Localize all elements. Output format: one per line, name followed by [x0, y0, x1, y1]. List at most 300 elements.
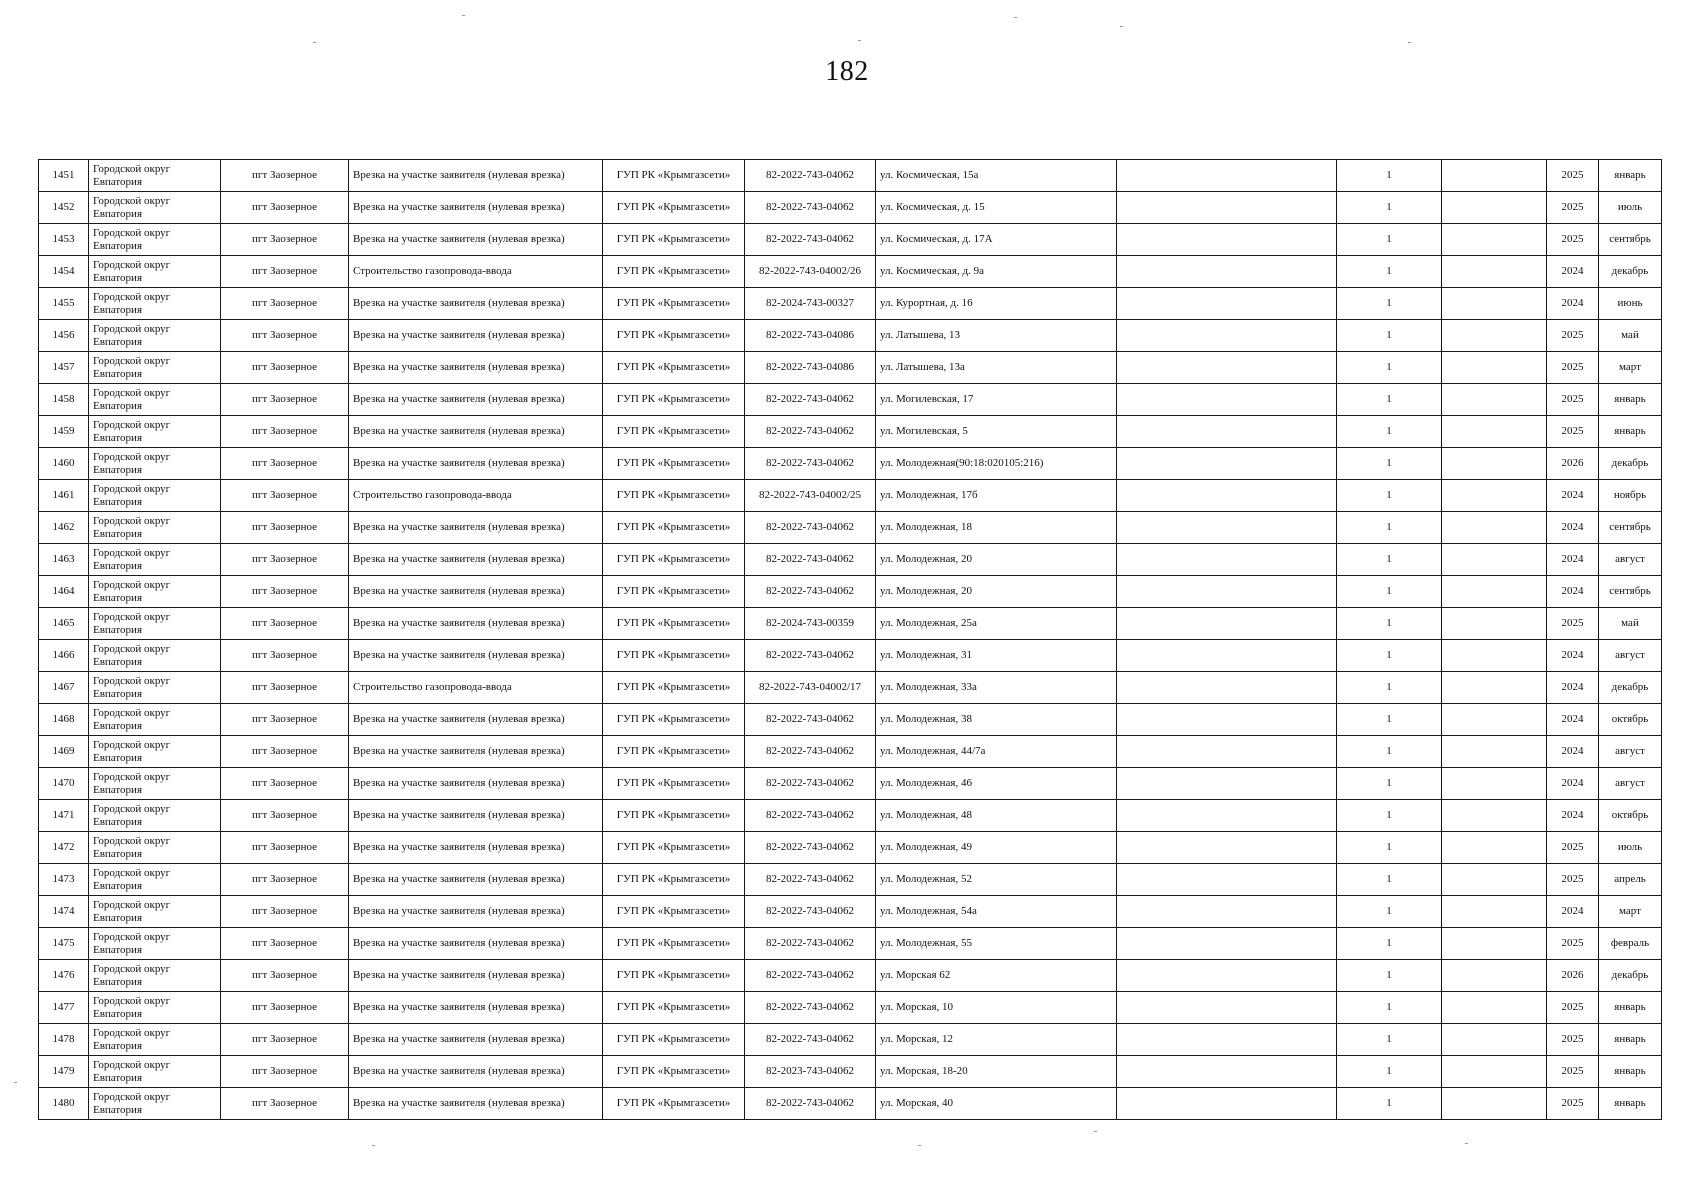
empty-cell	[1117, 992, 1337, 1024]
month-cell: май	[1599, 608, 1662, 640]
empty-cell	[1442, 992, 1547, 1024]
row-number: 1456	[39, 320, 89, 352]
address-cell: ул. Молодежная, 44/7а	[876, 736, 1117, 768]
quantity-cell: 1	[1337, 448, 1442, 480]
year-cell: 2024	[1547, 288, 1599, 320]
district-cell: Городской округ Евпатория	[89, 960, 221, 992]
table-row	[39, 224, 1662, 256]
organization-cell: ГУП РК «Крымгазсети»	[603, 800, 745, 832]
empty-cell	[1117, 896, 1337, 928]
empty-cell	[1117, 800, 1337, 832]
table-row	[39, 736, 1662, 768]
district-cell: Городской округ Евпатория	[89, 896, 221, 928]
row-number: 1464	[39, 576, 89, 608]
organization-cell: ГУП РК «Крымгазсети»	[603, 1056, 745, 1088]
empty-cell	[1442, 288, 1547, 320]
month-cell: февраль	[1599, 928, 1662, 960]
district-cell: Городской округ Евпатория	[89, 384, 221, 416]
address-cell: ул. Курортная, д. 16	[876, 288, 1117, 320]
organization-cell: ГУП РК «Крымгазсети»	[603, 928, 745, 960]
district-cell: Городской округ Евпатория	[89, 192, 221, 224]
work-type-cell: Врезка на участке заявителя (нулевая врезка)	[349, 736, 603, 768]
table-row	[39, 544, 1662, 576]
district-cell: Городской округ Евпатория	[89, 480, 221, 512]
quantity-cell: 1	[1337, 864, 1442, 896]
locality-cell: пгт Заозерное	[221, 320, 349, 352]
table-row	[39, 320, 1662, 352]
month-cell: август	[1599, 736, 1662, 768]
table-row	[39, 256, 1662, 288]
district-cell: Городской округ Евпатория	[89, 928, 221, 960]
month-cell: июль	[1599, 832, 1662, 864]
year-cell: 2024	[1547, 704, 1599, 736]
address-cell: ул. Молодежная, 20	[876, 544, 1117, 576]
row-number: 1475	[39, 928, 89, 960]
year-cell: 2025	[1547, 1088, 1599, 1120]
work-type-cell: Врезка на участке заявителя (нулевая врезка)	[349, 448, 603, 480]
empty-cell	[1117, 704, 1337, 736]
work-type-cell: Врезка на участке заявителя (нулевая врезка)	[349, 576, 603, 608]
locality-cell: пгт Заозерное	[221, 864, 349, 896]
district-cell: Городской округ Евпатория	[89, 288, 221, 320]
work-type-cell: Врезка на участке заявителя (нулевая врезка)	[349, 224, 603, 256]
address-cell: ул. Молодежная, 25а	[876, 608, 1117, 640]
district-cell: Городской округ Евпатория	[89, 704, 221, 736]
district-cell: Городской округ Евпатория	[89, 256, 221, 288]
quantity-cell: 1	[1337, 160, 1442, 192]
address-cell: ул. Молодежная, 33а	[876, 672, 1117, 704]
address-cell: ул. Молодежная, 49	[876, 832, 1117, 864]
organization-cell: ГУП РК «Крымгазсети»	[603, 224, 745, 256]
quantity-cell: 1	[1337, 416, 1442, 448]
quantity-cell: 1	[1337, 768, 1442, 800]
document-number-cell: 82-2022-743-04002/25	[745, 480, 876, 512]
work-type-cell: Врезка на участке заявителя (нулевая врезка)	[349, 896, 603, 928]
district-cell: Городской округ Евпатория	[89, 1088, 221, 1120]
year-cell: 2025	[1547, 384, 1599, 416]
work-type-cell: Врезка на участке заявителя (нулевая врезка)	[349, 544, 603, 576]
empty-cell	[1442, 320, 1547, 352]
address-cell: ул. Могилевская, 17	[876, 384, 1117, 416]
row-number: 1474	[39, 896, 89, 928]
row-number: 1455	[39, 288, 89, 320]
table-row	[39, 480, 1662, 512]
locality-cell: пгт Заозерное	[221, 224, 349, 256]
address-cell: ул. Молодежная, 52	[876, 864, 1117, 896]
locality-cell: пгт Заозерное	[221, 512, 349, 544]
empty-cell	[1442, 736, 1547, 768]
document-number-cell: 82-2022-743-04062	[745, 960, 876, 992]
year-cell: 2024	[1547, 896, 1599, 928]
empty-cell	[1117, 480, 1337, 512]
organization-cell: ГУП РК «Крымгазсети»	[603, 288, 745, 320]
work-type-cell: Врезка на участке заявителя (нулевая врезка)	[349, 512, 603, 544]
document-number-cell: 82-2022-743-04062	[745, 640, 876, 672]
row-number: 1461	[39, 480, 89, 512]
row-number: 1467	[39, 672, 89, 704]
empty-cell	[1117, 672, 1337, 704]
quantity-cell: 1	[1337, 320, 1442, 352]
page-number: 182	[825, 56, 869, 87]
empty-cell	[1442, 160, 1547, 192]
document-number-cell: 82-2022-743-04062	[745, 800, 876, 832]
document-number-cell: 82-2022-743-04062	[745, 832, 876, 864]
month-cell: сентябрь	[1599, 224, 1662, 256]
empty-cell	[1117, 1088, 1337, 1120]
document-number-cell: 82-2022-743-04062	[745, 928, 876, 960]
work-type-cell: Строительство газопровода-ввода	[349, 256, 603, 288]
empty-cell	[1442, 672, 1547, 704]
address-cell: ул. Морская, 40	[876, 1088, 1117, 1120]
empty-cell	[1442, 864, 1547, 896]
empty-cell	[1117, 512, 1337, 544]
empty-cell	[1442, 960, 1547, 992]
empty-cell	[1117, 864, 1337, 896]
district-cell: Городской округ Евпатория	[89, 416, 221, 448]
quantity-cell: 1	[1337, 960, 1442, 992]
address-cell: ул. Латышева, 13	[876, 320, 1117, 352]
work-type-cell: Врезка на участке заявителя (нулевая врезка)	[349, 832, 603, 864]
document-number-cell: 82-2022-743-04062	[745, 160, 876, 192]
quantity-cell: 1	[1337, 1088, 1442, 1120]
year-cell: 2025	[1547, 416, 1599, 448]
empty-cell	[1442, 1088, 1547, 1120]
table-row	[39, 512, 1662, 544]
row-number: 1451	[39, 160, 89, 192]
organization-cell: ГУП РК «Крымгазсети»	[603, 640, 745, 672]
month-cell: декабрь	[1599, 256, 1662, 288]
empty-cell	[1442, 1024, 1547, 1056]
locality-cell: пгт Заозерное	[221, 1088, 349, 1120]
quantity-cell: 1	[1337, 480, 1442, 512]
work-type-cell: Строительство газопровода-ввода	[349, 480, 603, 512]
empty-cell	[1442, 544, 1547, 576]
year-cell: 2025	[1547, 320, 1599, 352]
table-row	[39, 704, 1662, 736]
work-type-cell: Врезка на участке заявителя (нулевая врезка)	[349, 640, 603, 672]
month-cell: июль	[1599, 192, 1662, 224]
row-number: 1480	[39, 1088, 89, 1120]
row-number: 1466	[39, 640, 89, 672]
empty-cell	[1442, 352, 1547, 384]
table-row	[39, 192, 1662, 224]
year-cell: 2025	[1547, 928, 1599, 960]
empty-cell	[1442, 224, 1547, 256]
document-number-cell: 82-2022-743-04002/26	[745, 256, 876, 288]
district-cell: Городской округ Евпатория	[89, 992, 221, 1024]
work-type-cell: Врезка на участке заявителя (нулевая врезка)	[349, 992, 603, 1024]
empty-cell	[1442, 448, 1547, 480]
year-cell: 2024	[1547, 640, 1599, 672]
month-cell: март	[1599, 896, 1662, 928]
year-cell: 2024	[1547, 256, 1599, 288]
table-row	[39, 1024, 1662, 1056]
document-number-cell: 82-2022-743-04062	[745, 448, 876, 480]
organization-cell: ГУП РК «Крымгазсети»	[603, 544, 745, 576]
district-cell: Городской округ Евпатория	[89, 768, 221, 800]
empty-cell	[1117, 544, 1337, 576]
quantity-cell: 1	[1337, 992, 1442, 1024]
empty-cell	[1117, 1024, 1337, 1056]
month-cell: август	[1599, 640, 1662, 672]
row-number: 1453	[39, 224, 89, 256]
district-cell: Городской округ Евпатория	[89, 672, 221, 704]
table-row	[39, 896, 1662, 928]
work-type-cell: Врезка на участке заявителя (нулевая врезка)	[349, 704, 603, 736]
empty-cell	[1117, 384, 1337, 416]
quantity-cell: 1	[1337, 800, 1442, 832]
organization-cell: ГУП РК «Крымгазсети»	[603, 512, 745, 544]
work-type-cell: Врезка на участке заявителя (нулевая врезка)	[349, 320, 603, 352]
address-cell: ул. Молодежная, 55	[876, 928, 1117, 960]
address-cell: ул. Морская 62	[876, 960, 1117, 992]
locality-cell: пгт Заозерное	[221, 704, 349, 736]
empty-cell	[1442, 192, 1547, 224]
locality-cell: пгт Заозерное	[221, 928, 349, 960]
work-type-cell: Врезка на участке заявителя (нулевая врезка)	[349, 1024, 603, 1056]
address-cell: ул. Космическая, д. 15	[876, 192, 1117, 224]
locality-cell: пгт Заозерное	[221, 544, 349, 576]
row-number: 1472	[39, 832, 89, 864]
address-cell: ул. Космическая, д. 9а	[876, 256, 1117, 288]
address-cell: ул. Космическая, д. 17А	[876, 224, 1117, 256]
year-cell: 2024	[1547, 800, 1599, 832]
address-cell: ул. Молодежная, 18	[876, 512, 1117, 544]
organization-cell: ГУП РК «Крымгазсети»	[603, 576, 745, 608]
district-cell: Городской округ Евпатория	[89, 544, 221, 576]
month-cell: ноябрь	[1599, 480, 1662, 512]
address-cell: ул. Молодежная, 48	[876, 800, 1117, 832]
work-type-cell: Врезка на участке заявителя (нулевая врезка)	[349, 608, 603, 640]
year-cell: 2024	[1547, 672, 1599, 704]
work-type-cell: Врезка на участке заявителя (нулевая врезка)	[349, 192, 603, 224]
empty-cell	[1117, 288, 1337, 320]
document-number-cell: 82-2022-743-04062	[745, 768, 876, 800]
document-number-cell: 82-2022-743-04062	[745, 1024, 876, 1056]
month-cell: январь	[1599, 1056, 1662, 1088]
empty-cell	[1117, 352, 1337, 384]
locality-cell: пгт Заозерное	[221, 672, 349, 704]
empty-cell	[1117, 448, 1337, 480]
district-cell: Городской округ Евпатория	[89, 608, 221, 640]
document-number-cell: 82-2022-743-04062	[745, 224, 876, 256]
quantity-cell: 1	[1337, 928, 1442, 960]
address-cell: ул. Могилевская, 5	[876, 416, 1117, 448]
year-cell: 2025	[1547, 352, 1599, 384]
empty-cell	[1442, 768, 1547, 800]
month-cell: январь	[1599, 416, 1662, 448]
empty-cell	[1117, 832, 1337, 864]
organization-cell: ГУП РК «Крымгазсети»	[603, 1088, 745, 1120]
organization-cell: ГУП РК «Крымгазсети»	[603, 352, 745, 384]
work-type-cell: Врезка на участке заявителя (нулевая врезка)	[349, 1056, 603, 1088]
work-type-cell: Врезка на участке заявителя (нулевая врезка)	[349, 288, 603, 320]
locality-cell: пгт Заозерное	[221, 608, 349, 640]
month-cell: май	[1599, 320, 1662, 352]
locality-cell: пгт Заозерное	[221, 800, 349, 832]
empty-cell	[1117, 640, 1337, 672]
table-row	[39, 576, 1662, 608]
district-cell: Городской округ Евпатория	[89, 640, 221, 672]
work-type-cell: Врезка на участке заявителя (нулевая врезка)	[349, 352, 603, 384]
table-row	[39, 608, 1662, 640]
work-type-cell: Врезка на участке заявителя (нулевая врезка)	[349, 864, 603, 896]
month-cell: январь	[1599, 160, 1662, 192]
locality-cell: пгт Заозерное	[221, 352, 349, 384]
quantity-cell: 1	[1337, 544, 1442, 576]
row-number: 1470	[39, 768, 89, 800]
district-cell: Городской округ Евпатория	[89, 160, 221, 192]
quantity-cell: 1	[1337, 384, 1442, 416]
table-row	[39, 768, 1662, 800]
empty-cell	[1117, 416, 1337, 448]
empty-cell	[1117, 608, 1337, 640]
document-number-cell: 82-2022-743-04062	[745, 864, 876, 896]
organization-cell: ГУП РК «Крымгазсети»	[603, 256, 745, 288]
work-type-cell: Врезка на участке заявителя (нулевая врезка)	[349, 1088, 603, 1120]
locality-cell: пгт Заозерное	[221, 832, 349, 864]
table-row	[39, 1056, 1662, 1088]
quantity-cell: 1	[1337, 832, 1442, 864]
address-cell: ул. Латышева, 13а	[876, 352, 1117, 384]
work-type-cell: Врезка на участке заявителя (нулевая врезка)	[349, 768, 603, 800]
row-number: 1465	[39, 608, 89, 640]
table-row	[39, 288, 1662, 320]
empty-cell	[1117, 320, 1337, 352]
locality-cell: пгт Заозерное	[221, 160, 349, 192]
quantity-cell: 1	[1337, 192, 1442, 224]
empty-cell	[1117, 160, 1337, 192]
empty-cell	[1442, 256, 1547, 288]
document-number-cell: 82-2024-743-00359	[745, 608, 876, 640]
year-cell: 2026	[1547, 448, 1599, 480]
locality-cell: пгт Заозерное	[221, 256, 349, 288]
row-number: 1476	[39, 960, 89, 992]
row-number: 1457	[39, 352, 89, 384]
row-number: 1477	[39, 992, 89, 1024]
empty-cell	[1442, 896, 1547, 928]
quantity-cell: 1	[1337, 640, 1442, 672]
year-cell: 2025	[1547, 608, 1599, 640]
document-number-cell: 82-2022-743-04062	[745, 512, 876, 544]
table-row	[39, 992, 1662, 1024]
document-number-cell: 82-2022-743-04062	[745, 192, 876, 224]
organization-cell: ГУП РК «Крымгазсети»	[603, 832, 745, 864]
row-number: 1468	[39, 704, 89, 736]
work-type-cell: Врезка на участке заявителя (нулевая врезка)	[349, 384, 603, 416]
row-number: 1454	[39, 256, 89, 288]
district-cell: Городской округ Евпатория	[89, 224, 221, 256]
work-type-cell: Врезка на участке заявителя (нулевая врезка)	[349, 160, 603, 192]
row-number: 1469	[39, 736, 89, 768]
locality-cell: пгт Заозерное	[221, 1056, 349, 1088]
quantity-cell: 1	[1337, 672, 1442, 704]
address-cell: ул. Молодежная, 46	[876, 768, 1117, 800]
organization-cell: ГУП РК «Крымгазсети»	[603, 160, 745, 192]
organization-cell: ГУП РК «Крымгазсети»	[603, 448, 745, 480]
quantity-cell: 1	[1337, 896, 1442, 928]
month-cell: июнь	[1599, 288, 1662, 320]
empty-cell	[1442, 1056, 1547, 1088]
quantity-cell: 1	[1337, 608, 1442, 640]
empty-cell	[1442, 800, 1547, 832]
quantity-cell: 1	[1337, 288, 1442, 320]
document-number-cell: 82-2023-743-04062	[745, 1056, 876, 1088]
table-row	[39, 960, 1662, 992]
work-type-cell: Врезка на участке заявителя (нулевая врезка)	[349, 960, 603, 992]
organization-cell: ГУП РК «Крымгазсети»	[603, 768, 745, 800]
month-cell: октябрь	[1599, 704, 1662, 736]
district-cell: Городской округ Евпатория	[89, 352, 221, 384]
document-number-cell: 82-2022-743-04062	[745, 384, 876, 416]
table-row	[39, 832, 1662, 864]
year-cell: 2024	[1547, 480, 1599, 512]
quantity-cell: 1	[1337, 1024, 1442, 1056]
month-cell: январь	[1599, 1088, 1662, 1120]
year-cell: 2025	[1547, 832, 1599, 864]
month-cell: апрель	[1599, 864, 1662, 896]
empty-cell	[1117, 576, 1337, 608]
organization-cell: ГУП РК «Крымгазсети»	[603, 864, 745, 896]
year-cell: 2024	[1547, 576, 1599, 608]
address-cell: ул. Молодежная, 38	[876, 704, 1117, 736]
organization-cell: ГУП РК «Крымгазсети»	[603, 960, 745, 992]
quantity-cell: 1	[1337, 512, 1442, 544]
district-cell: Городской округ Евпатория	[89, 864, 221, 896]
district-cell: Городской округ Евпатория	[89, 320, 221, 352]
month-cell: декабрь	[1599, 672, 1662, 704]
locality-cell: пгт Заозерное	[221, 192, 349, 224]
district-cell: Городской округ Евпатория	[89, 1024, 221, 1056]
locality-cell: пгт Заозерное	[221, 768, 349, 800]
address-cell: ул. Морская, 18-20	[876, 1056, 1117, 1088]
table-row	[39, 640, 1662, 672]
year-cell: 2025	[1547, 992, 1599, 1024]
month-cell: март	[1599, 352, 1662, 384]
year-cell: 2025	[1547, 160, 1599, 192]
organization-cell: ГУП РК «Крымгазсети»	[603, 1024, 745, 1056]
empty-cell	[1442, 416, 1547, 448]
year-cell: 2025	[1547, 1056, 1599, 1088]
row-number: 1471	[39, 800, 89, 832]
year-cell: 2025	[1547, 224, 1599, 256]
locality-cell: пгт Заозерное	[221, 480, 349, 512]
table-row	[39, 384, 1662, 416]
quantity-cell: 1	[1337, 224, 1442, 256]
row-number: 1458	[39, 384, 89, 416]
year-cell: 2024	[1547, 544, 1599, 576]
organization-cell: ГУП РК «Крымгазсети»	[603, 192, 745, 224]
work-type-cell: Врезка на участке заявителя (нулевая врезка)	[349, 416, 603, 448]
organization-cell: ГУП РК «Крымгазсети»	[603, 608, 745, 640]
table-row	[39, 800, 1662, 832]
month-cell: август	[1599, 768, 1662, 800]
table-row	[39, 352, 1662, 384]
table-row	[39, 160, 1662, 192]
quantity-cell: 1	[1337, 736, 1442, 768]
address-cell: ул. Молодежная, 31	[876, 640, 1117, 672]
organization-cell: ГУП РК «Крымгазсети»	[603, 416, 745, 448]
organization-cell: ГУП РК «Крымгазсети»	[603, 896, 745, 928]
year-cell: 2024	[1547, 512, 1599, 544]
district-cell: Городской округ Евпатория	[89, 512, 221, 544]
empty-cell	[1117, 192, 1337, 224]
locality-cell: пгт Заозерное	[221, 576, 349, 608]
year-cell: 2025	[1547, 864, 1599, 896]
row-number: 1473	[39, 864, 89, 896]
register-table	[38, 159, 1662, 1120]
table-row	[39, 1088, 1662, 1120]
